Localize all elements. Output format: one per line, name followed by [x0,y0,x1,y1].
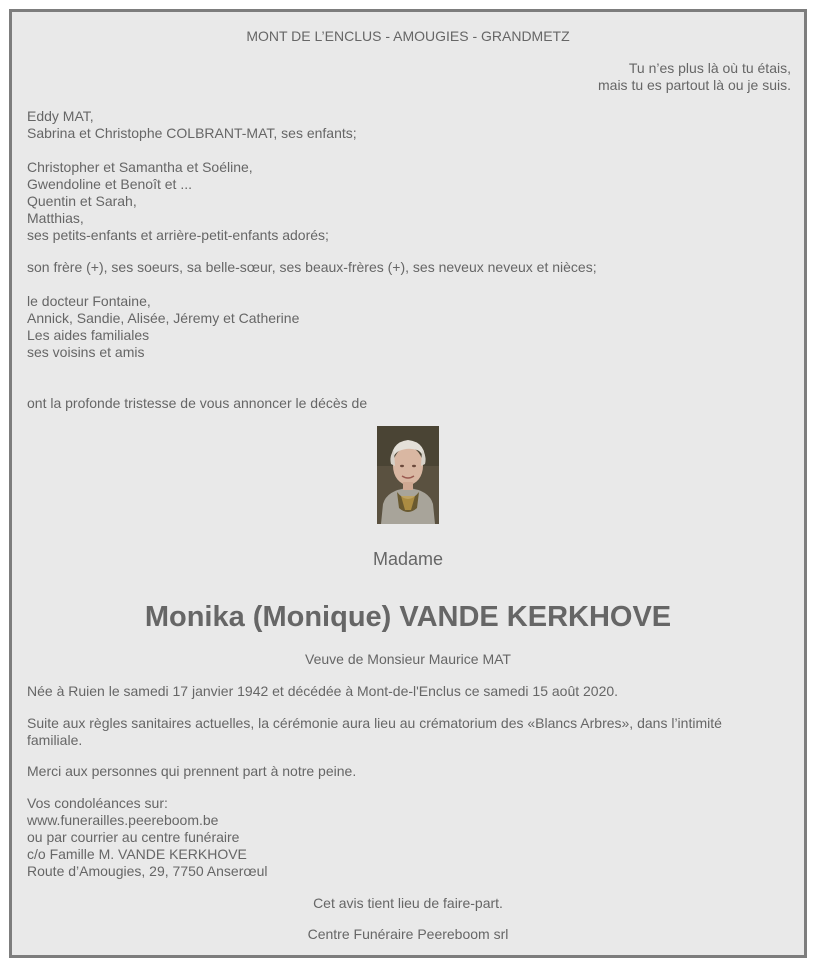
thanks-text: Merci aux personnes qui prennent part à notre peine. [27,763,357,779]
condolences-line: Route d’Amougies, 29, 7750 Anserœul [27,863,268,879]
portrait-photo [377,426,439,524]
family-line: Les aides familiales [27,327,150,343]
family-children [27,108,357,142]
family-grandchildren [27,159,329,244]
ceremony-info [27,715,722,749]
epigraph-line: mais tu es partout là ou je suis. [598,77,791,93]
family-siblings [27,259,597,276]
family-line: Gwendoline et Benoît et ... [27,176,192,192]
condolences-block [27,795,267,880]
family-line: ses voisins et amis [27,344,145,360]
epigraph-line: Tu n’es plus là où tu étais, [628,60,791,76]
widow-status: Veuve de Monsieur Maurice MAT [305,651,511,667]
family-line: Quentin et Sarah, [27,193,137,209]
faire-part-notice: Cet avis tient lieu de faire-part. [313,895,503,911]
ceremony-line: Suite aux règles sanitaires actuelles, la cérémonie aura lieu au crématorium des «Blancs Arbres», dans l’intimité [27,715,722,731]
family-others [27,293,299,361]
condolences-line: Vos condoléances sur: [27,795,168,811]
ceremony-line: familiale. [27,732,83,748]
family-line: Christopher et Samantha et Soéline, [27,159,253,175]
condolences-line: c/o Famille M. VANDE KERKHOVE [27,846,247,862]
obituary-frame [9,9,807,958]
condolences-line: ou par courrier au centre funéraire [27,829,240,845]
family-line: le docteur Fontaine, [27,293,151,309]
family-line: Annick, Sandie, Alisée, Jéremy et Catherine [27,310,300,326]
epigraph [598,60,791,94]
location-header: MONT DE L’ENCLUS - AMOUGIES - GRANDMETZ [246,28,570,44]
obituary-content [12,12,804,955]
salutation: Madame [372,549,444,569]
announcement-text: ont la profonde tristesse de vous annoncer le décès de [27,395,368,411]
funeral-home-name: Centre Funéraire Peereboom srl [307,926,509,942]
family-line: Sabrina et Christophe COLBRANT-MAT, ses enfants; [27,125,357,141]
family-line: son frère (+), ses soeurs, sa belle-sœur, ses beaux-frères (+), ses neveux neveux et nièces; [27,259,597,275]
birth-death-details: Née à Ruien le samedi 17 janvier 1942 et décédée à Mont-de-l'Enclus ce samedi 15 août 2020. [27,683,619,699]
condolences-website-link[interactable]: www.funerailles.peereboom.be [27,812,219,828]
family-line: Matthias, [27,210,84,226]
portrait-illustration [377,426,439,524]
family-line: ses petits-enfants et arrière-petit-enfants adorés; [27,227,329,243]
deceased-name: Monika (Monique) VANDE KERKHOVE [144,601,672,633]
family-line: Eddy MAT, [27,108,94,124]
